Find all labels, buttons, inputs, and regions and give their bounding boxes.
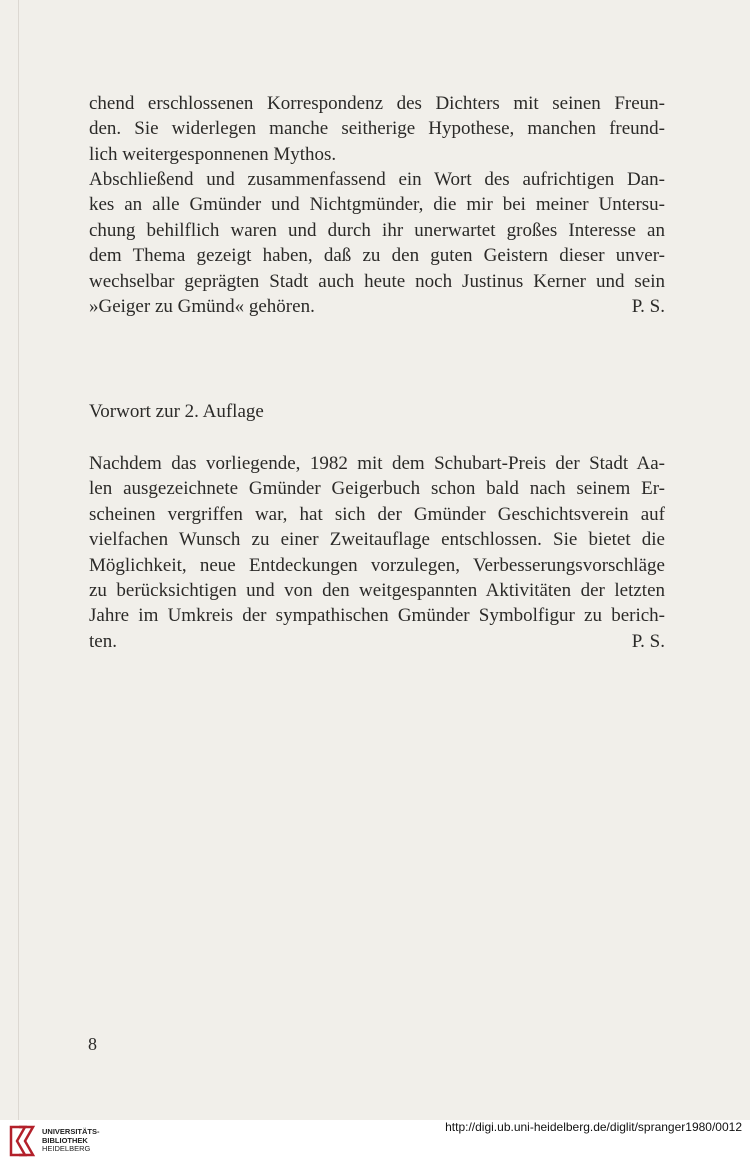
text-line: Abschließend und zusammenfassend ein Wort des aufrichtigen Dan- [89, 169, 665, 190]
library-name-line: HEIDELBERG [42, 1144, 91, 1154]
text-line: Nachdem das vorliegende, 1982 mit dem Schubart-Preis der Stadt Aa- [89, 453, 665, 474]
section-heading: Vorwort zur 2. Auflage [89, 401, 264, 422]
text-line: wechselbar geprägten Stadt auch heute noch Justinus Kerner und sein [89, 270, 665, 292]
text-line: chend erschlossenen Korrespondenz des Dichters mit seinen Freun- [89, 93, 665, 114]
text-line: Möglichkeit, neue Entdeckungen vorzulegen, Verbesserungsvorschläge [89, 554, 665, 576]
text-line: chung behilflich waren und durch ihr unerwartet großes Interesse an [89, 219, 665, 241]
text-line: dem Thema gezeigt haben, daß zu den guten Geistern dieser unver- [89, 245, 665, 267]
text-line: ten. [89, 630, 117, 652]
text-line: vielfachen Wunsch zu einer Zweitauflage entschlossen. Sie bietet die [89, 529, 665, 551]
text-line-with-signature [89, 294, 665, 319]
paragraph-acknowledgement [89, 167, 665, 319]
text-line: len ausgezeichnete Gmünder Geigerbuch schon bald nach seinem Er- [89, 478, 665, 500]
text-line: »Geiger zu Gmünd« gehören. [89, 295, 315, 317]
text-line: den. Sie widerlegen manche seitherige Hypothese, manchen freund- [89, 118, 665, 140]
library-name [42, 1128, 100, 1154]
paragraph-second-edition [89, 451, 665, 654]
library-name-line: BIBLIOTHEK [42, 1135, 88, 1145]
library-name-line: UNIVERSITÄTS- [42, 1127, 100, 1137]
library-logo [8, 1122, 108, 1160]
library-logo-icon [8, 1125, 36, 1157]
paragraph-closing-preface [89, 91, 665, 167]
text-line: kes an alle Gmünder und Nichtgmünder, die mir bei meiner Untersu- [89, 194, 665, 216]
text-line: lich weitergesponnenen Mythos. [89, 143, 337, 165]
signature-initials: P. S. [631, 630, 665, 652]
text-line: scheinen vergriffen war, hat sich der Gmünder Geschichtsverein auf [89, 503, 665, 525]
text-line: zu berücksichtigen und von den weitgespannten Aktivitäten der letzten [89, 579, 665, 601]
source-url-link[interactable]: http://digi.ub.uni-heidelberg.de/diglit/spranger1980/0012 [445, 1120, 742, 1134]
text-line-with-signature [89, 629, 665, 654]
signature-initials: P. S. [631, 295, 665, 317]
page-number: 8 [88, 1034, 97, 1054]
text-line: Jahre im Umkreis der sympathischen Gmünder Symbolfigur zu berich- [89, 605, 665, 627]
